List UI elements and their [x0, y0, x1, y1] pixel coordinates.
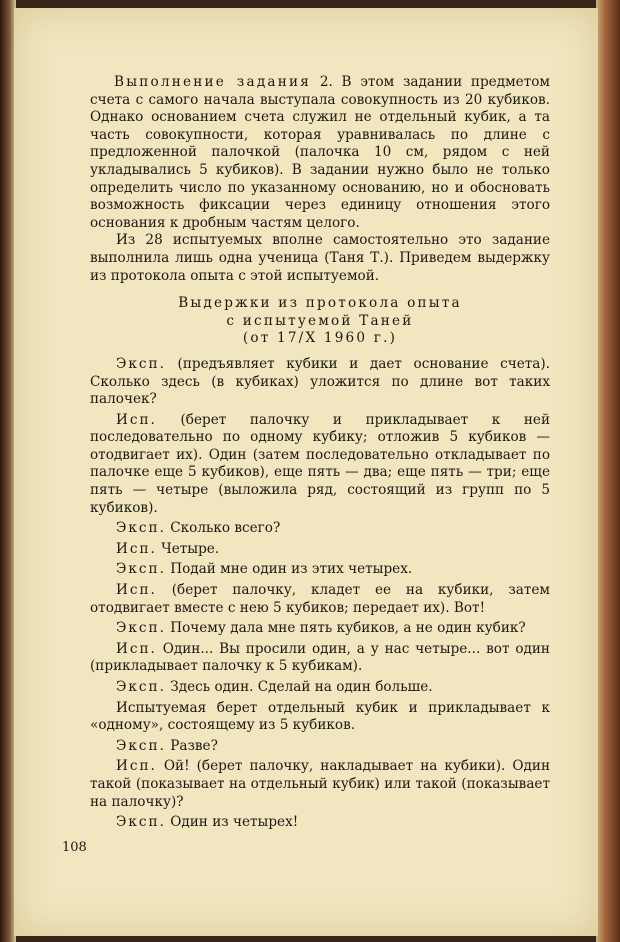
page-number: 108	[62, 840, 87, 855]
dialog-line	[90, 738, 550, 756]
speaker-label: Эксп.	[116, 520, 166, 537]
dialog-text: (берет палочку, кладет ее на кубики, затем отодвигает вместе с нею 5 кубиков; передает их). Вот!	[90, 582, 550, 616]
dialog-line	[90, 520, 550, 538]
dialog-text: (предъявляет кубики и дает основание счета). Сколько здесь (в кубиках) уложится по длине вот таких палочек?	[90, 355, 550, 408]
dialog-line	[90, 582, 550, 617]
speaker-label: Исп.	[116, 411, 157, 428]
dialog-line	[90, 412, 550, 518]
dialog-text: Сколько всего?	[170, 520, 281, 537]
dialog-text: Испытуемая берет отдельный кубик и прикладывает к «одному», состоящему из 5 кубиков.	[90, 699, 550, 734]
dialog-list	[90, 356, 550, 832]
speaker-label: Эксп.	[116, 814, 166, 831]
dialog-line	[90, 758, 550, 811]
next-page-edge	[596, 0, 620, 942]
dialog-text: Подай мне один из этих четырех.	[170, 561, 413, 578]
section-title-date: (от 17/X 1960 г.)	[242, 330, 398, 347]
section-title-line-2	[90, 313, 550, 348]
dialog-text: (берет палочку и прикладывает к ней последовательно по одному кубику; отложив 5 кубиков — отодвигает их). Один (затем последовательно откладывает по палочке еще 5 кубиков), еще пять — два; еще пять — три; еще пять — четыре (выложила ряд, состоящий из групп по 5 кубиков).	[90, 411, 550, 516]
dialog-line	[90, 641, 550, 676]
section-title-subject: с испытуемой Таней	[226, 312, 414, 329]
dialog-text: Один из четырех!	[170, 814, 299, 831]
page-text	[90, 74, 550, 832]
section-title-line-1: Выдержки из протокола опыта	[178, 295, 462, 312]
dialog-line	[90, 700, 550, 735]
dialog-text: Четыре.	[161, 540, 220, 557]
speaker-label: Исп.	[116, 582, 157, 599]
speaker-label: Исп.	[116, 540, 157, 557]
intro-paragraph-text: 2. В этом задании предметом счета с самого начала выступала совокупность из 20 кубиков. Однако основанием счета служил не отдельный кубик, а та часть совокупности, которая уравнивалась по длине с предложенной палочкой (палочка 10 см, рядом с ней укладывались 5 кубиков). В задании нужно было не только определить число по указанному основанию, но и обосновать возможность фиксации через единицу отношения этого основания к дробным частям целого.	[90, 74, 550, 231]
dialog-line	[90, 541, 550, 559]
dialog-line	[90, 679, 550, 697]
intro-paragraph	[90, 74, 550, 232]
dialog-line	[90, 814, 550, 832]
intro-heading: Выполнение задания	[114, 74, 312, 90]
dialog-text: Один... Вы просили один, а у нас четыре... вот один (прикладывает палочку к 5 кубикам).	[90, 640, 550, 675]
second-paragraph: Из 28 испытуемых вполне самостоятельно это задание выполнила лишь одна ученица (Таня Т.). Приведем выдержку из протокола опыта с этой испытуемой.	[90, 232, 550, 284]
speaker-label: Эксп.	[116, 355, 166, 372]
section-heading	[90, 295, 550, 348]
speaker-label: Эксп.	[116, 620, 166, 637]
speaker-label: Эксп.	[116, 561, 166, 578]
speaker-label: Исп.	[116, 640, 157, 657]
dialog-line	[90, 561, 550, 579]
speaker-label: Эксп.	[116, 737, 166, 754]
book-page	[14, 8, 598, 936]
dialog-text: Почему дала мне пять кубиков, а не один кубик?	[170, 620, 526, 637]
dialog-text: Здесь один. Сделай на один больше.	[170, 679, 433, 695]
dialog-line	[90, 356, 550, 409]
speaker-label: Исп.	[116, 758, 157, 775]
speaker-label: Эксп.	[116, 679, 166, 695]
dialog-line	[90, 620, 550, 638]
dialog-text: Разве?	[170, 737, 218, 754]
dialog-text: Ой! (берет палочку, накладывает на кубики). Один такой (показывает на отдельный кубик) или такой (показывает на палочку)?	[90, 758, 551, 810]
